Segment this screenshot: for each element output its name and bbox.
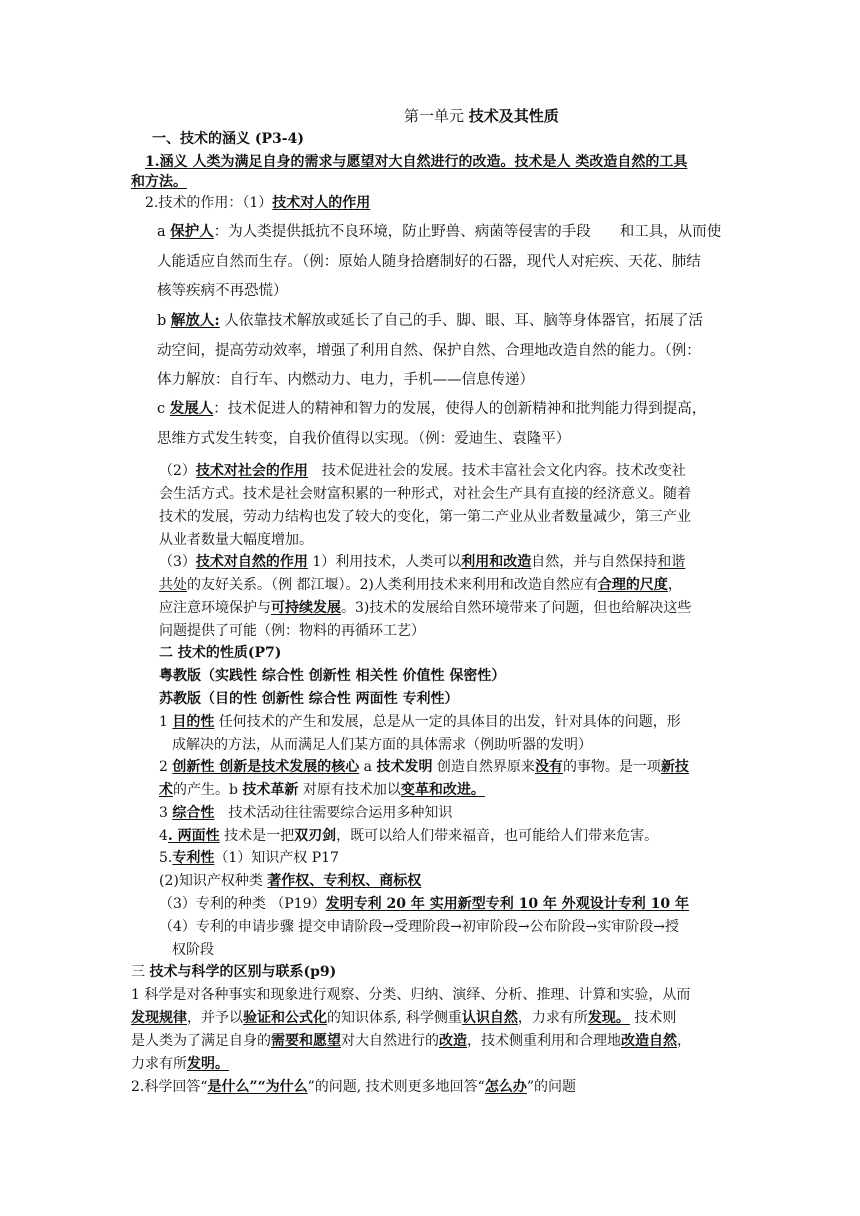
society-num: （2）	[159, 463, 196, 479]
nature-line-1	[159, 552, 685, 572]
role-heading	[145, 193, 370, 213]
know-nature: 认识自然	[461, 1010, 518, 1026]
patent-term: 专利性	[172, 850, 215, 866]
duality-text-b: ，既可以给人们带来福音，也可能给人们带来危害。	[336, 828, 659, 844]
nature-term: 技术对自然的作用	[195, 554, 308, 570]
protect-term: 保护人	[170, 223, 214, 240]
tech-text-a: 是人类为了满足自身的	[131, 1033, 271, 1049]
definition-text: 1.涵义 人类为满足自身的需求与愿望对大自然进行的改造。	[145, 154, 515, 170]
change-term: 变革和改进。	[400, 782, 485, 798]
society-term: 技术对社会的作用	[195, 463, 308, 479]
n2-text-b: 的事物。是一项	[562, 759, 661, 775]
q-text-c: ”的问题	[526, 1079, 577, 1095]
nature-coexist: 共处	[159, 577, 187, 593]
n2-text-c: 的产生。b	[173, 782, 243, 798]
science-line-3	[131, 1031, 691, 1051]
liberate-line-1	[157, 310, 703, 332]
liberate-line-3: 体力解放：自行车、内燃动力、电力，手机——信息传递）	[157, 372, 534, 388]
sci-text-c: ，力求有所	[517, 1010, 588, 1026]
liberate-term: 解放人:	[170, 312, 220, 329]
patent-text: （1）知识产权 P17	[214, 850, 339, 866]
verify-formula: 验证和公式化	[243, 1010, 327, 1026]
discover-law: 发现规律	[131, 1010, 187, 1026]
science-line-1: 1 科学是对各种事实和现象进行观察、分类、归纳、演绎、分析、推理、计算和实验，从而	[131, 987, 691, 1003]
question-line	[131, 1077, 576, 1097]
tech-text-c: ，技术侧重利用和合理地	[467, 1033, 621, 1049]
nature-comma: ，	[667, 577, 682, 593]
nature-use: 利用和改造	[461, 554, 532, 570]
role-label: 2.技术的作用：（1）	[145, 195, 273, 211]
develop-term: 发展人	[169, 400, 214, 417]
tech-text-d: 力求有所	[131, 1056, 187, 1072]
patent-line-1	[159, 848, 339, 868]
su-edition: 苏教版（目的性 创新性 综合性 两面性 专利性）	[159, 691, 459, 707]
society-line-4: 从业者数量大幅度增加。	[159, 532, 313, 548]
duality-text-a: 技术是一把	[219, 828, 295, 844]
society-line-3: 技术的发展，劳动力结构也发了较大的变化，第一第二产业从业者数量减少，第三产业	[159, 509, 691, 525]
n2-text-a: 创造自然界原来	[432, 759, 535, 775]
nature-num: （3）	[159, 554, 196, 570]
reform-term: 技术革新	[242, 782, 299, 798]
section-2-heading: 二 技术的性质(P7)	[159, 645, 282, 661]
society-line-2: 会生活方式。技术是社会财富积累的一种形式，对社会生产具有直接的经济意义。随着	[159, 486, 691, 502]
science-line-2	[131, 1008, 676, 1028]
comprehensive-term: 综合性	[172, 805, 215, 821]
patent-line-5: 权阶段	[172, 942, 214, 958]
n5-num: 5.	[159, 850, 173, 866]
role-human: 技术对人的作用	[272, 195, 371, 211]
tech-comma: ，	[677, 1033, 691, 1049]
what-why: 是什么”“为什么	[207, 1079, 308, 1095]
protect-line-3: 核等疾病不再恐慌）	[157, 283, 288, 299]
purpose-term: 目的性	[172, 714, 215, 730]
n4-num: 4	[159, 828, 168, 844]
sec3-title: 技术与科学的区别与联系(p9)	[149, 964, 337, 980]
patent-kinds: 发明专利 20 年 实用新型专利 10 年 外观设计专利 10 年	[325, 896, 690, 912]
nature-text-d: 应注意环境保护与	[159, 600, 271, 616]
item-c: c	[157, 401, 170, 417]
nature-text-b: 自然，并与自然保持	[531, 554, 658, 570]
liberate-line-2: 动空间，提高劳动效率，增强了利用自然、保护自然、合理地改造自然的能力。（例：	[157, 343, 701, 359]
nature-text-a: 1）利用技术，人类可以	[307, 554, 462, 570]
comprehensive-text: 技术活动往往需要综合运用多种知识	[214, 805, 453, 821]
needs-wishes: 需要和愿望	[271, 1033, 341, 1049]
develop-text: ：技术促进人的精神和智力的发展，使得人的创新精神和批判能力得到提高，	[213, 401, 707, 417]
nature-harmony: 和谐	[657, 554, 686, 570]
n2-a: a	[359, 759, 377, 775]
double-edged-term: 双刃剑	[294, 828, 337, 844]
develop-line-1	[157, 398, 706, 420]
society-line-1	[159, 461, 686, 481]
patent-kinds-label: （3）专利的种类 （P19）	[159, 896, 326, 912]
nature-sustain: 可持续发展	[271, 600, 341, 616]
duality-term: . 两面性	[167, 828, 220, 844]
patent-line-4: （4）专利的申请步骤 提交申请阶段→受理阶段→初审阶段→公布阶段→实审阶段→授	[159, 919, 680, 935]
ip-types-label: (2)知识产权种类	[159, 873, 268, 889]
n1-num: 1	[159, 714, 173, 730]
sci-text-b: 的知识体系, 科学侧重	[327, 1010, 462, 1026]
transform-nature: 改造自然	[621, 1033, 677, 1049]
purpose-line-1	[159, 712, 681, 732]
discovery: 发现。	[587, 1010, 630, 1026]
tech-text-b: 对大自然进行的	[341, 1033, 439, 1049]
nature-line-3	[159, 598, 691, 618]
nature-line-4: 问题提供了可能（例：物料的再循环工艺）	[159, 623, 425, 639]
protect-line-2: 人能适应自然而生存。（例：原始人随身拾磨制好的石器，现代人对疟疾、天花、肺结	[157, 254, 701, 270]
unit-label: 第一单元	[404, 107, 469, 125]
innovation-line-1	[159, 757, 689, 777]
how: 怎么办	[484, 1079, 527, 1095]
sci-text-d: 技术则	[629, 1010, 677, 1026]
new-tech-b: 术	[159, 782, 173, 798]
n2-num: 2	[159, 759, 173, 775]
section-1-heading: 一、技术的涵义 (P3-4)	[152, 131, 304, 147]
q-text-a: 2.科学回答“	[131, 1079, 208, 1095]
n3-num: 3	[159, 805, 173, 821]
science-line-4	[131, 1054, 229, 1074]
new-tech-a: 新技	[660, 759, 689, 775]
unit-title	[404, 106, 559, 126]
purpose-text: 任何技术的产生和发展，总是从一定的具体目的出发，针对具体的问题，形	[214, 714, 681, 730]
purpose-line-2: 成解决的方法，从而满足人们某方面的具体需求（例助听器的发明）	[172, 737, 592, 753]
nature-line-2	[159, 575, 682, 595]
n2-text-d: 对原有技术加以	[298, 782, 401, 798]
definition-line-1	[145, 152, 687, 172]
patent-line-3	[159, 894, 689, 914]
patent-line-2	[159, 871, 421, 891]
q-text-b: ”的问题, 技术则更多地回答“	[307, 1079, 485, 1095]
ip-types: 著作权、专利权、商标权	[267, 873, 422, 889]
yue-edition: 粤教版（实践性 综合性 创新性 相关性 价值性 保密性）	[159, 668, 506, 684]
definition-tools: 技术是人 类改造自然的工具	[514, 154, 688, 170]
nature-text-c: 的友好关系。（例 都江堰）。2)人类利用技术来利用和改造自然应有	[187, 577, 598, 593]
section-3-heading	[131, 962, 336, 982]
invention: 发明。	[187, 1056, 229, 1072]
duality-line	[159, 826, 658, 846]
protect-line-1	[157, 221, 721, 243]
liberate-text: 人依靠技术解放或延长了自己的手、脚、眼、耳、脑等身体器官，拓展了活	[219, 313, 703, 329]
transform: 改造	[439, 1033, 467, 1049]
definition-line-2: 和方法。	[131, 174, 187, 190]
society-text: 技术促进社会的发展。技术丰富社会文化内容。技术改变社	[307, 463, 686, 479]
none-term: 没有	[534, 759, 563, 775]
nature-text-e: 。3)技术的发展给自然环境带来了问题，但也给解决这些	[341, 600, 692, 616]
sci-text-a: ，并予以	[187, 1010, 243, 1026]
protect-text: ：为人类提供抵抗不良环境，防止野兽、病菌等侵害的手段 和工具，从而使	[213, 224, 722, 240]
innovation-term: 创新性 创新是技术发展的核心	[172, 759, 360, 775]
innovation-line-2	[159, 780, 485, 800]
sec3-num: 三	[131, 964, 150, 980]
comprehensive-line	[159, 803, 452, 823]
nature-scale: 合理的尺度	[597, 577, 668, 593]
unit-subject: 技术及其性质	[468, 107, 559, 125]
item-a: a	[157, 224, 171, 240]
item-b: b	[157, 313, 171, 329]
invention-term: 技术发明	[376, 759, 433, 775]
develop-line-2: 思维方式发生转变，自我价值得以实现。（例：爱迪生、袁隆平）	[157, 431, 571, 447]
